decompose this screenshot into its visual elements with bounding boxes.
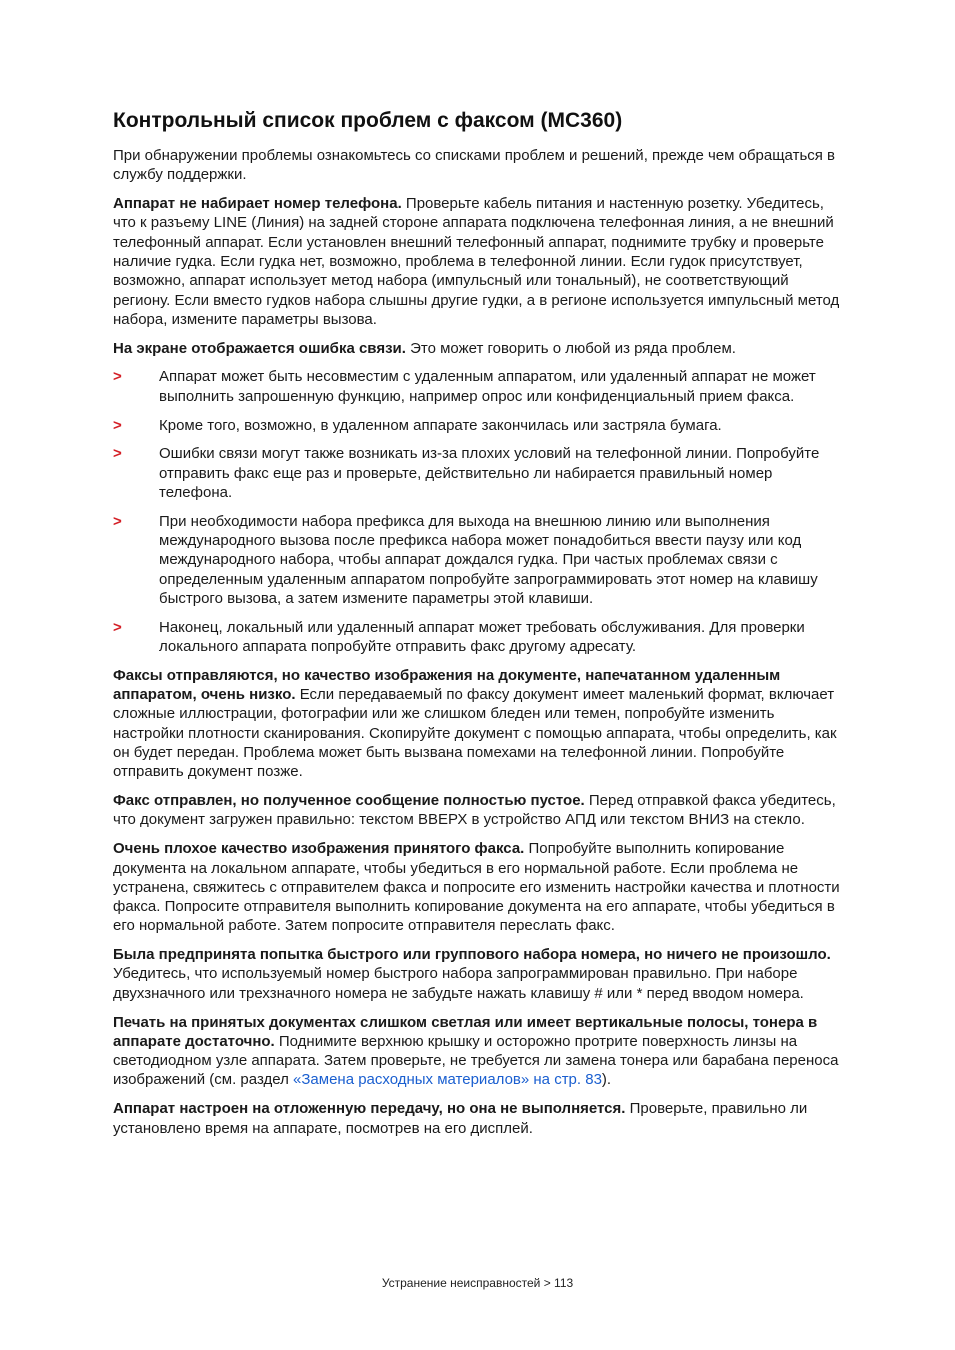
list-item [113, 416, 843, 435]
issue-speed-dial [113, 945, 843, 1003]
list-item [113, 367, 843, 406]
page-footer: Устранение неисправностей > 113 [381, 1276, 574, 1290]
issue-heading: Факс отправлен, но полученное сообщение полностью пустое. [113, 792, 585, 810]
list-item-text: При необходимости набора префикса для выхода на внешнюю линию или выполнения международного вызова после префикса набора может понадобиться ввести паузу или код международного набора, чтобы аппарат дождался гудка. При частых проблемах связи с определенным удаленным аппаратом попробуйте запрограммировать этот номер на клавишу быстрого вызова, а затем измените параметры этой клавиши. [159, 512, 818, 607]
issue-text: Убедитесь, что используемый номер быстрого набора запрограммирован правильно. При наборе двухзначного или трехзначного номера не забудьте нажать клавишу # или * перед вводом номера. [113, 965, 804, 1002]
cross-reference-link[interactable]: «Замена расходных материалов» на стр. 83 [293, 1071, 602, 1089]
issue-text: Поднимите верхнюю крышку и осторожно протрите поверхность линзы на светодиодном узле аппарата. Затем проверьте, не требуется ли замена тонера или барабана переноса изображений (см. раздел [113, 1032, 839, 1089]
document-body [113, 146, 843, 1147]
list-item-text: Кроме того, возможно, в удаленном аппарате закончилась или застряла бумага. [159, 416, 722, 434]
page-title: Контрольный список проблем с факсом (MC360) [113, 109, 623, 132]
list-item-text: Наконец, локальный или удаленный аппарат может требовать обслуживания. Для проверки локального аппарата попробуйте отправить факс другому адресату. [159, 618, 805, 656]
list-item-text: Аппарат может быть несовместим с удаленным аппаратом, или удаленный аппарат не может выполнить запрошенную функцию, например опрос или конфиденциальный прием факса. [159, 368, 816, 405]
issue-heading: Была предпринята попытка быстрого или группового набора номера, но ничего не произошло. [113, 946, 831, 964]
issue-comm-error [113, 339, 843, 358]
list-item [113, 618, 843, 657]
issue-delayed-send [113, 1099, 843, 1138]
bullet-marker: > [113, 445, 122, 463]
bullet-marker: > [113, 368, 122, 386]
issue-text: Проверьте, правильно ли установлено время на аппарате, посмотрев на его дисплей. [113, 1100, 808, 1137]
issue-text: Проверьте кабель питания и настенную розетку. Убедитесь, что к разъему LINE (Линия) на задней стороне аппарата подключена телефонная линия, а не внешний телефонный аппарат. Если установлен внешний телефонный аппарат, поднимите трубку и проверьте наличие гудка. Если гудка нет, возможно, проблема в телефонной линии. Если гудок присутствует, возможно, аппарат использует метод набора (импульсный или тональный), не соответствующий региону. Если вместо гудков набора слышны другие гудки, а в регионе используется импульсный метод набора, измените параметры вызова. [113, 195, 840, 328]
issue-heading: Аппарат настроен на отложенную передачу, но она не выполняется. [113, 1100, 626, 1118]
issue-no-dial [113, 194, 843, 329]
bullet-marker: > [113, 512, 122, 530]
issue-poor-quality-received [113, 839, 843, 935]
issue-heading: Печать на принятых документах слишком светлая или имеет вертикальные полосы, тонера в аппарате достаточно. [113, 1013, 818, 1050]
bullet-marker: > [113, 618, 122, 636]
issue-text: Попробуйте выполнить копирование документа на локальном аппарате, чтобы убедиться в его нормальной работе. Если проблема не устранена, свяжитесь с отправителем факса и попросите его изменить настройки качества и плотности факса. Попросите отправителя выполнить копирование документа на его аппарате, чтобы убедиться в его нормальной работе. Затем попросите отправителя переслать факс. [113, 840, 840, 935]
issue-text: Перед отправкой факса убедитесь, что документ загружен правильно: текстом ВВЕРХ в устройство АПД или текстом ВНИЗ на стекло. [113, 792, 836, 829]
comm-error-list [113, 367, 843, 656]
issue-blank-received [113, 791, 843, 830]
issue-heading: На экране отображается ошибка связи. [113, 339, 406, 357]
issue-heading: Факсы отправляются, но качество изображения на документе, напечатанном удаленным аппаратом, очень низко. [113, 666, 781, 704]
issue-poor-quality-sent [113, 666, 843, 782]
issue-text-end: ). [601, 1071, 612, 1089]
issue-heading: Аппарат не набирает номер телефона. [113, 195, 402, 213]
issue-light-print [113, 1013, 843, 1090]
issue-heading: Очень плохое качество изображения принятого факса. [113, 840, 525, 858]
issue-text: Если передаваемый по факсу документ имеет маленький формат, включает сложные иллюстрации, фотографии или же слишком бледен или темен, попробуйте изменить настройки плотности сканирования. Скопируйте документ с помощью аппарата, чтобы определить, как он будет передан. Проблема может быть вызвана помехами на телефонной линии. Попробуйте отправить документ позже. [113, 686, 837, 781]
list-item [113, 444, 843, 502]
list-item [113, 512, 843, 608]
issue-text: Это может говорить о любой из ряда проблем. [405, 339, 736, 357]
intro-paragraph: При обнаружении проблемы ознакомьтесь со списками проблем и решений, прежде чем обращаться в службу поддержки. [113, 147, 836, 184]
list-item-text: Ошибки связи могут также возникать из-за плохих условий на телефонной линии. Попробуйте отправить факс еще раз и проверьте, действительно ли набирается правильный номер телефона. [159, 445, 820, 501]
bullet-marker: > [113, 416, 122, 434]
